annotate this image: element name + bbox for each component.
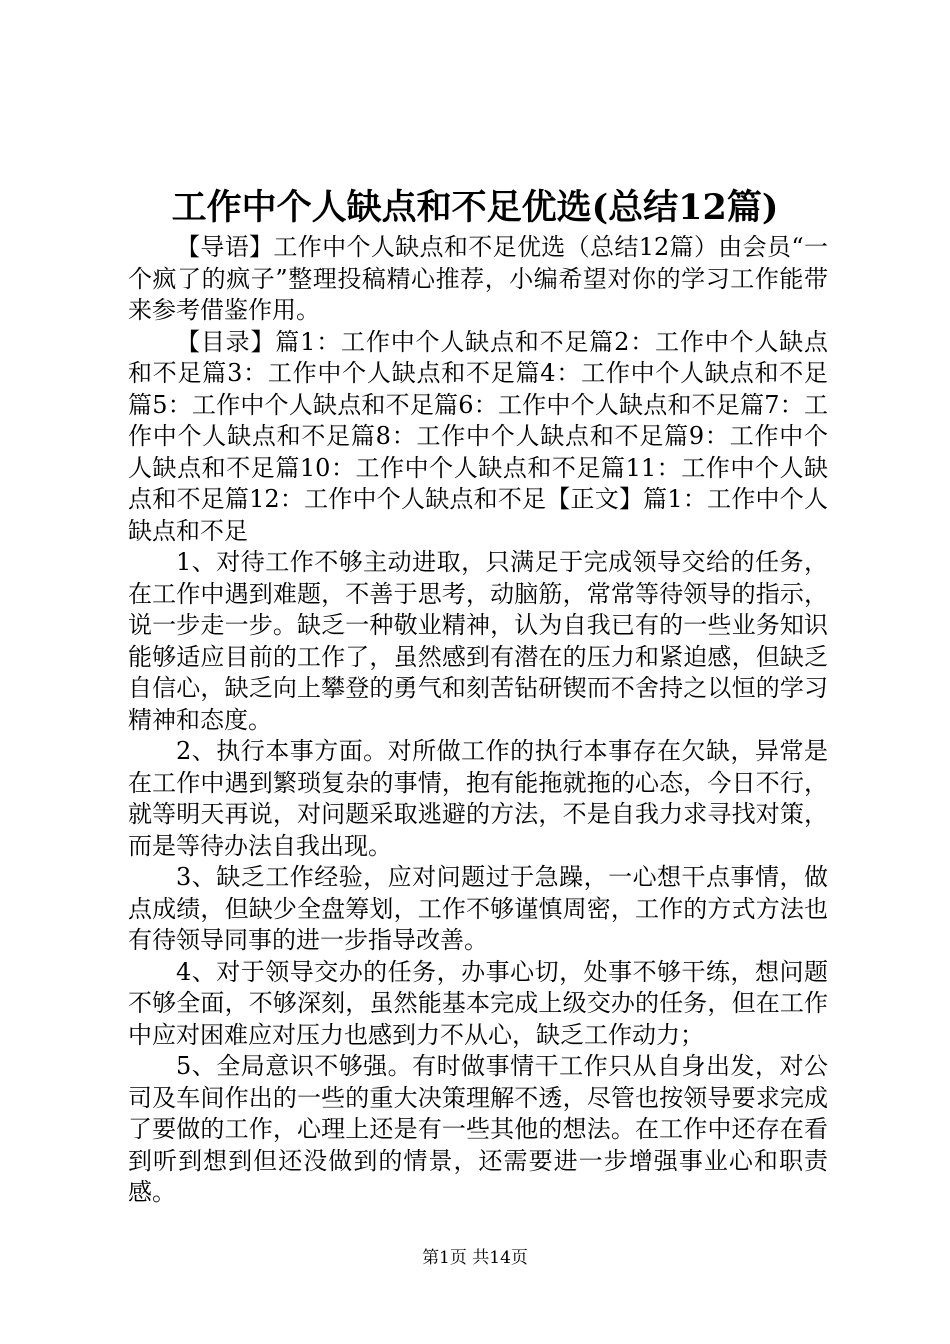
document-body	[128, 232, 828, 1209]
paragraph-item-1: 1、对待工作不够主动进取，只满足于完成领导交给的任务，在工作中遇到难题，不善于思考，动脑筋，常常等待领导的指示，说一步走一步。缺乏一种敬业精神，认为自我已有的一些业务知识能够适应目前的工作了，虽然感到有潜在的压力和紧迫感，但缺乏自信心，缺乏向上攀登的勇气和刻苦钻研锲而不舍持之以恒的学习精神和态度。	[128, 548, 828, 734]
paragraph-item-5: 5、全局意识不够强。有时做事情干工作只从自身出发，对公司及车间作出的一些的重大决策理解不透，尽管也按领导要求完成了要做的工作，心理上还是有一些其他的想法。在工作中还存在看到听到想到但还没做到的情景，还需要进一步增强事业心和职责感。	[128, 1052, 828, 1206]
document-title: 工作中个人缺点和不足优选(总结12篇)	[171, 187, 779, 228]
paragraph-item-3: 3、缺乏工作经验，应对问题过于急躁，一心想干点事情，做点成绩，但缺少全盘筹划，工作不够谨慎周密，工作的方式方法也有待领导同事的进一步指导改善。	[128, 863, 828, 954]
paragraph-item-4: 4、对于领导交办的任务，办事心切，处事不够干练，想问题不够全面，不够深刻，虽然能基本完成上级交办的任务，但在工作中应对困难应对压力也感到力不从心，缺乏工作动力；	[128, 957, 828, 1049]
paragraph-toc: 【目录】篇1：工作中个人缺点和不足篇2：工作中个人缺点和不足篇3：工作中个人缺点和不足篇4：工作中个人缺点和不足篇5：工作中个人缺点和不足篇6：工作中个人缺点和不足篇7：工作中个人缺点和不足篇8：工作中个人缺点和不足篇9：工作中个人缺点和不足篇10：工作中个人缺点和不足篇11：工作中个人缺点和不足篇12：工作中个人缺点和不足【正文】篇1：工作中个人缺点和不足	[128, 327, 828, 545]
page-number-footer: 第1页 共14页	[422, 1248, 528, 1268]
paragraph-intro: 【导语】工作中个人缺点和不足优选（总结12篇）由会员“一个疯了的疯子”整理投稿精心推荐，小编希望对你的学习工作能带来参考借鉴作用。	[128, 233, 828, 324]
paragraph-item-2: 2、执行本事方面。对所做工作的执行本事存在欠缺，异常是在工作中遇到繁琐复杂的事情，抱有能拖就拖的心态，今日不行，就等明天再说，对问题采取逃避的方法，不是自我力求寻找对策，而是等待办法自我出现。	[128, 737, 828, 860]
